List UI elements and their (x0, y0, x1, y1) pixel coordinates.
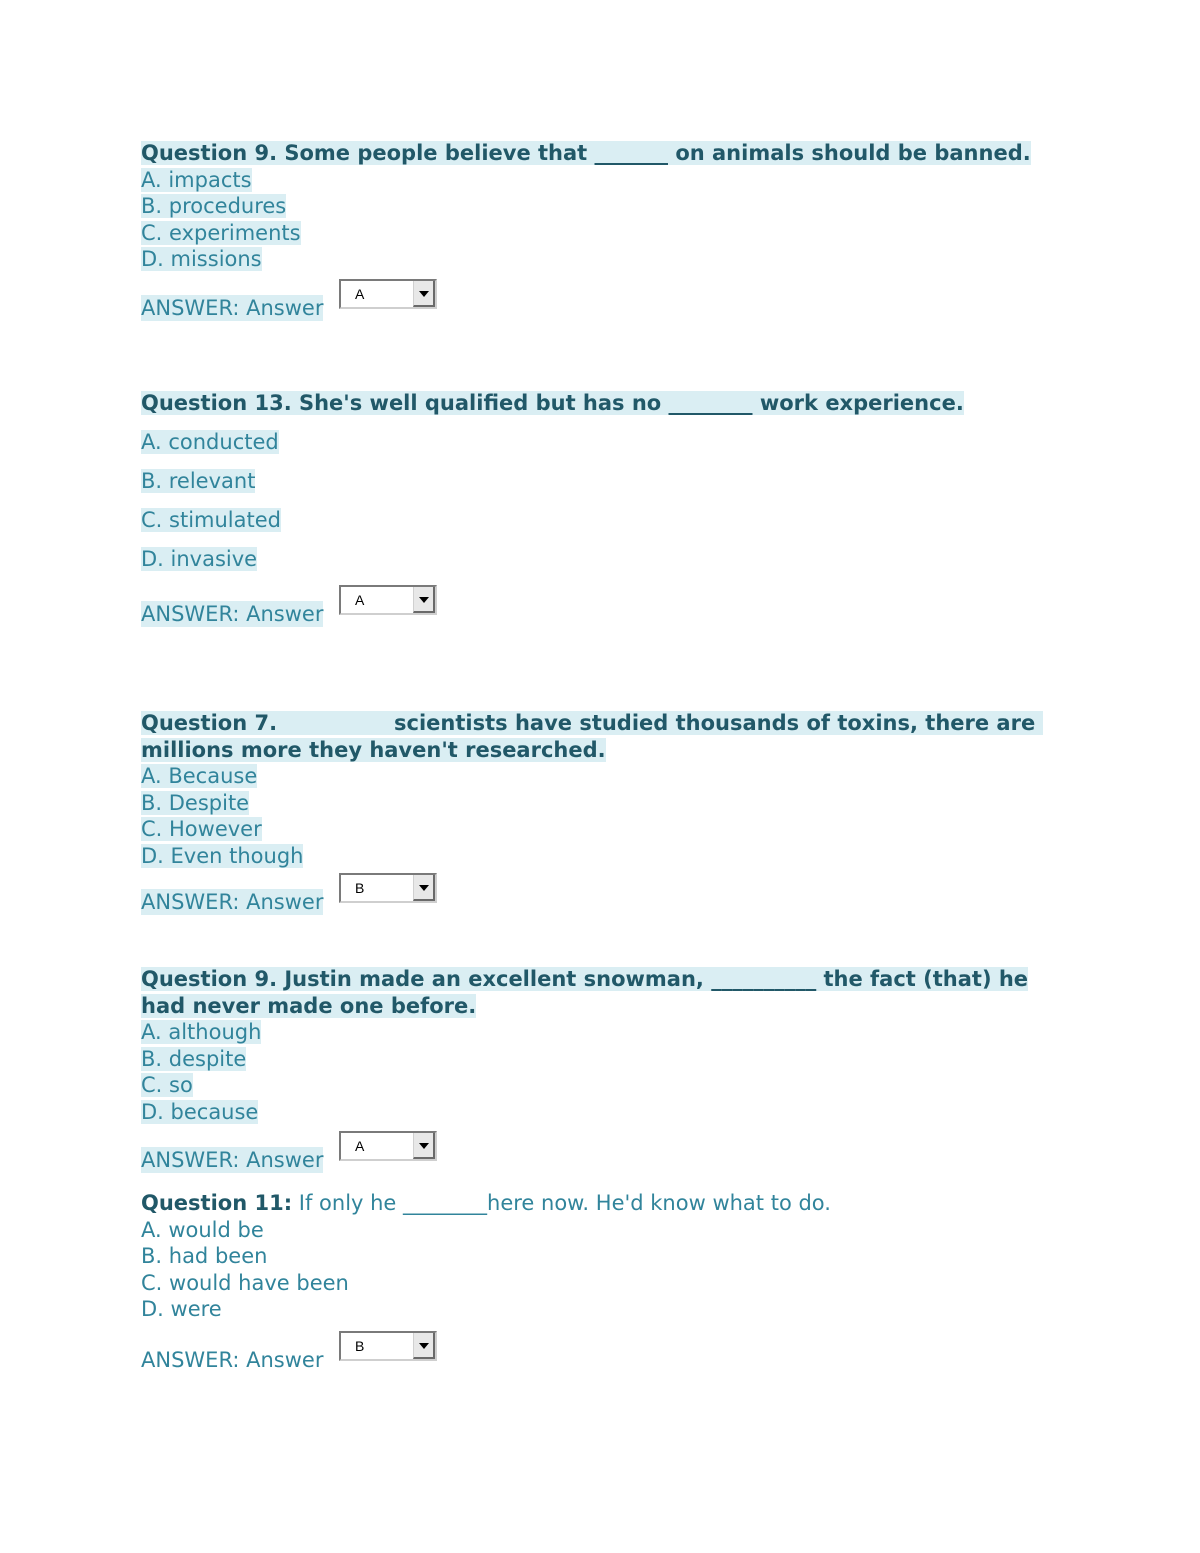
answer-select-value: B (355, 880, 365, 896)
question-block (141, 390, 1071, 627)
answer-select[interactable] (339, 585, 437, 615)
chevron-down-icon (419, 1343, 429, 1349)
chevron-down-icon (419, 291, 429, 297)
option-a: A. would be (141, 1217, 264, 1242)
dropdown-button[interactable] (413, 875, 435, 901)
answer-label: ANSWER: Answer (141, 1347, 324, 1372)
answer-row (141, 873, 1071, 915)
option-a: A. conducted (141, 429, 279, 454)
option-b: B. Despite (141, 790, 250, 815)
option-d: D. missions (141, 247, 262, 271)
answer-select-value: B (355, 1337, 365, 1354)
answer-select[interactable] (339, 873, 437, 903)
answer-row (141, 1131, 1071, 1173)
question-block (141, 710, 1071, 915)
option-c: C. would have been (141, 1270, 349, 1295)
chevron-down-icon (419, 597, 429, 603)
question-title: Question 9. Justin made an excellent snowman, __________ the fact (that) he had never made one before. (141, 967, 1029, 1018)
question-title (141, 1190, 1071, 1217)
answer-label: ANSWER: Answer (141, 295, 324, 320)
answer-select-value: A (355, 285, 365, 302)
chevron-down-icon (419, 1143, 429, 1149)
answer-row (141, 279, 1071, 321)
option-c: C. so (141, 1073, 193, 1097)
question-title: Question 13. She's well qualified but has no ________ work experience. (141, 391, 964, 415)
option-d: D. because (141, 1099, 259, 1124)
option-c: C. experiments (141, 220, 301, 245)
answer-select[interactable] (339, 1131, 437, 1161)
option-b: B. procedures (141, 194, 287, 218)
answer-select-value: A (355, 591, 365, 608)
option-d: D. Even though (141, 843, 304, 868)
option-d: D. were (141, 1297, 222, 1321)
chevron-down-icon (419, 885, 429, 891)
dropdown-button[interactable] (413, 587, 435, 613)
dropdown-button[interactable] (413, 1133, 435, 1159)
question-block (141, 140, 1071, 321)
answer-label: ANSWER: Answer (141, 1148, 324, 1172)
question-number: Question 11: (141, 1191, 293, 1215)
option-a: A. Because (141, 764, 258, 788)
option-c: C. stimulated (141, 507, 281, 532)
option-b: B. despite (141, 1046, 247, 1071)
dropdown-button[interactable] (413, 1333, 435, 1359)
answer-select[interactable] (339, 279, 437, 309)
answer-row (141, 585, 1071, 627)
question-title: Question 7. scientists have studied thousands of toxins, there are millions more they haven't researched. (141, 711, 1043, 762)
option-d: D. invasive (141, 546, 258, 571)
option-b: B. had been (141, 1244, 268, 1268)
option-b: B. relevant (141, 468, 256, 493)
option-a: A. although (141, 1020, 262, 1044)
answer-select-value: A (355, 1138, 365, 1154)
question-block (141, 966, 1071, 1173)
answer-label: ANSWER: Answer (141, 890, 324, 914)
question-block (141, 1190, 1071, 1373)
question-title: Question 9. Some people believe that _______ on animals should be banned. (141, 141, 1031, 165)
answer-select[interactable] (339, 1331, 437, 1361)
answer-label: ANSWER: Answer (141, 601, 324, 626)
question-text: If only he ________here now. He'd know what to do. (292, 1191, 831, 1215)
option-a: A. impacts (141, 167, 252, 192)
option-c: C. However (141, 817, 262, 841)
answer-row (141, 1331, 1071, 1373)
dropdown-button[interactable] (413, 281, 435, 307)
